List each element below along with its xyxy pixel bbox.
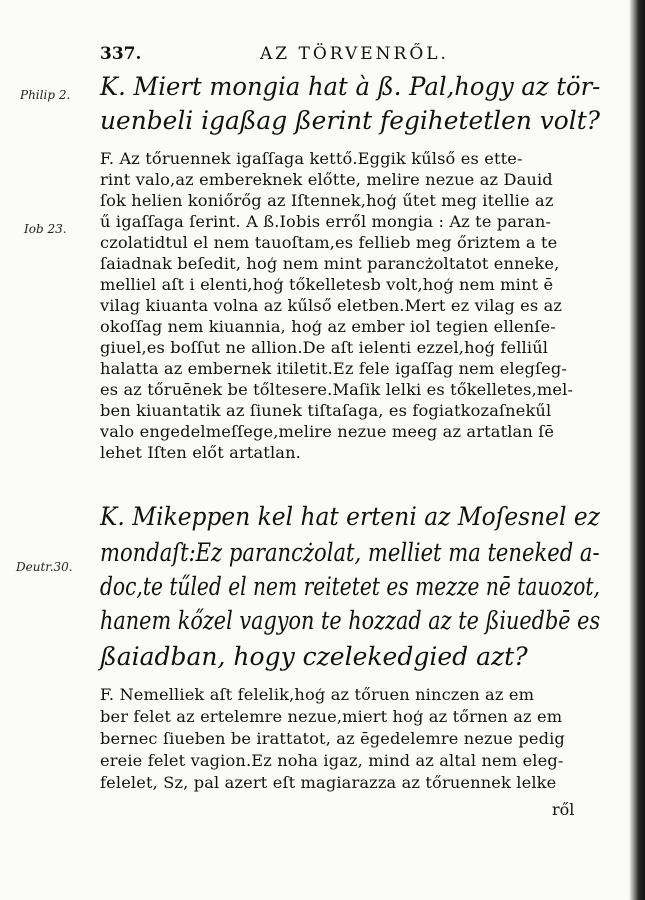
- answer-1-line: lehet Iſten előt artatlan.: [100, 443, 301, 462]
- answer-1-line: es az tőruēnek be tőltesere.Maſik lelki es tőkelletes,mel-: [100, 380, 574, 399]
- answer-1-line: valo engedelmeſſege,melire nezue meeg az artatlan ſē: [100, 422, 555, 441]
- answer-1-line: melliel aſt i elenti,hoģ tőkelletesb volt,hoģ nem mint ē: [100, 275, 554, 294]
- page-number: 337.: [100, 44, 142, 64]
- answer-1-line: vilag kiuanta volna az kűlső eletben.Mert ez vilag es az: [100, 296, 563, 315]
- question-2-line: mondaſt:Ez parancżolat, melliet ma teneked a-: [100, 538, 600, 567]
- catchword: ről: [552, 800, 575, 819]
- question-1-line: uenbeli igaßag ßerint fegihetetlen volt?: [100, 106, 600, 135]
- question-2-line: doc,te tűled el nem reitetet es mezze nē tauozot,: [100, 572, 600, 601]
- question-2-line: ßaiadban, hogy czelekedgied azt?: [100, 642, 528, 671]
- page-header: [100, 44, 600, 70]
- question-1-line: K. Miert mongia hat à ß. Pal,hogy az tör-: [100, 72, 601, 101]
- answer-1-line: rint valo,az embereknek előtte, melire nezue az Dauid: [100, 170, 553, 189]
- margin-note-iob: Iob 23.: [24, 222, 67, 236]
- answer-2-line: felelet, Sz, pal azert eſt magiarazza az tőruennek lelke: [100, 773, 557, 792]
- answer-1-line: halatta az embernek itiletit.Ez fele igaſſag nem elegſeg-: [100, 359, 568, 378]
- answer-1-line: ben kiuantatik az ſiunek tiſtaſaga, es fogiatkozaſnekűl: [100, 401, 552, 420]
- question-2-line: K. Mikeppen kel hat erteni az Moſesnel ez: [100, 502, 600, 531]
- answer-2-line: ereie felet vagion.Ez noha igaz, mind az altal nem eleg-: [100, 751, 564, 770]
- answer-1-line: F. Az tőruennek igaſſaga kettő.Eggik kűlső es ette-: [100, 149, 523, 168]
- answer-2-line: bernec ſiueben be irattatot, az ēgedelemre nezue pedig: [100, 729, 565, 748]
- answer-2-line: F. Nemelliek aſt felelik,hoģ az tőruen ninczen az em: [100, 685, 535, 704]
- answer-1-line: okoſſag nem kiuannia, hoģ az ember iol tegien ellenſe-: [100, 317, 556, 336]
- margin-note-deutr: Deutr.30.: [16, 560, 73, 574]
- answer-2-line: ber felet az ertelemre nezue,miert hoģ az tőrnen az em: [100, 707, 563, 726]
- answer-1-line: ſok helien koniőrőg az Iſtennek,hoģ űtet meg itellie az: [100, 191, 554, 210]
- running-head: AZ TÖRVENRŐL.: [260, 44, 449, 64]
- page-gutter-shadow: [629, 0, 645, 900]
- question-2-line: hanem kőzel vagyon te hozzad az te ßiuedbē es: [100, 606, 601, 635]
- margin-note-philip: Philip 2.: [20, 88, 71, 102]
- answer-1-line: ſaiadnak beſedit, hoģ nem mint parancżoltatot enneke,: [100, 254, 560, 273]
- answer-1-line: ű igaſſaga ſerint. A ß.Iobis erről mongia : Az te paran-: [100, 212, 552, 231]
- answer-1-line: czolatidtul el nem tauoſtam,es fellieb meg őriztem a te: [100, 233, 558, 252]
- answer-1-line: giuel,es boſſut ne allion.De aſt ielenti ezzel,hoģ felliűl: [100, 338, 549, 357]
